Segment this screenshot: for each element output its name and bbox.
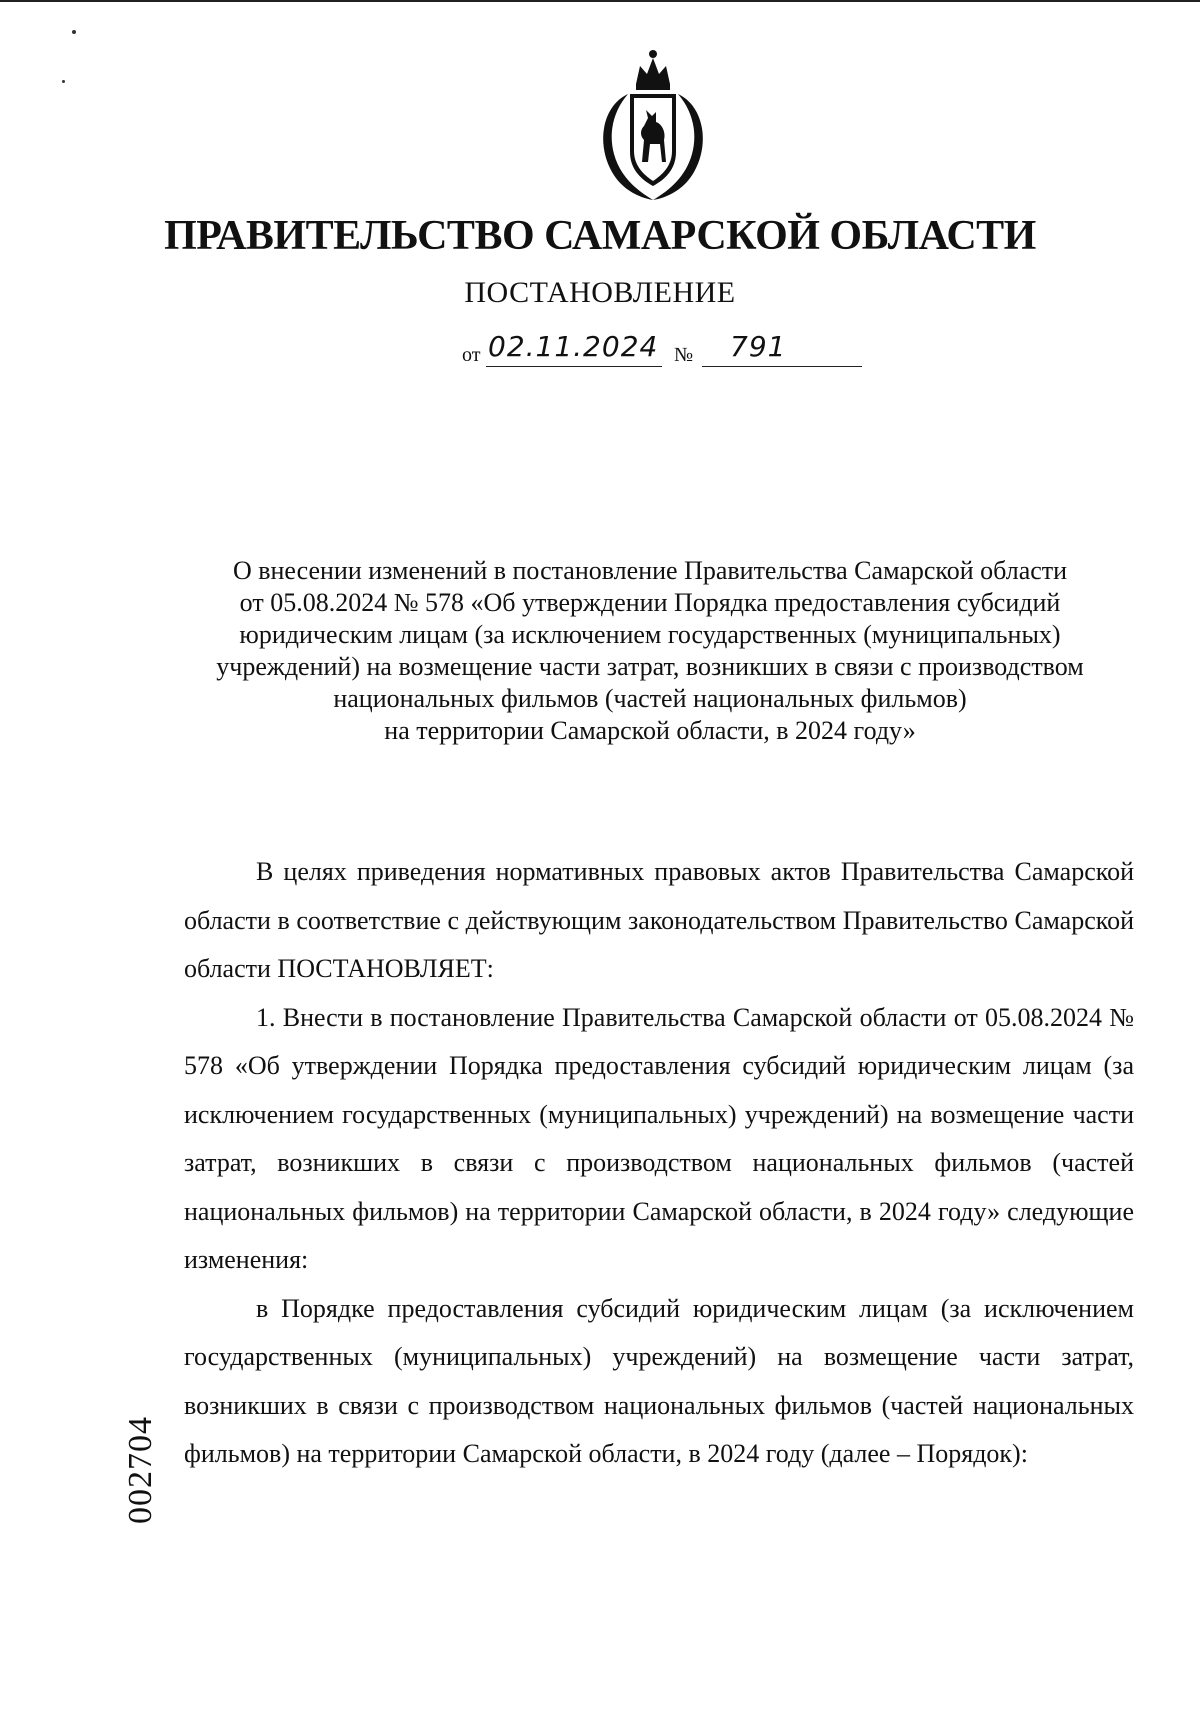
- number-underline: [702, 366, 862, 367]
- page-top-edge-rule: [0, 0, 1200, 2]
- document-type: ПОСТАНОВЛЕНИЕ: [464, 276, 736, 309]
- date-number-line: [462, 330, 862, 370]
- number-prefix: №: [674, 344, 694, 366]
- date-prefix: от: [462, 344, 481, 366]
- samara-coat-of-arms-icon: [590, 44, 716, 202]
- document-body: [184, 848, 1134, 1479]
- side-stamp-number: 002704: [122, 1416, 159, 1524]
- body-paragraph: в Порядке предоставления субсидий юридическим лицам (за исключением государственных (муниципальных) учреждений) на возмещение части затрат, возникших в связи с производством национальных фильмов (частей национальных фильмов) на территории Самарской области, в 2024 году (далее – Порядок):: [184, 1293, 1134, 1468]
- scan-speck: [62, 80, 65, 83]
- document-title: [150, 555, 1150, 747]
- title-line: от 05.08.2024 № 578 «Об утверждении Порядка предоставления субсидий: [239, 588, 1061, 617]
- body-paragraph: 1. Внести в постановление Правительства Самарской области от 05.08.2024 № 578 «Об утверждении Порядка предоставления субсидий юридическим лицам (за исключением государственных (муниципальных) учреждений) на возмещение части затрат, возникших в связи с производством национальных фильмов (частей национальных фильмов) на территории Самарской области, в 2024 году» следующие изменения:: [184, 1002, 1134, 1274]
- organization-name: ПРАВИТЕЛЬСТВО САМАРСКОЙ ОБЛАСТИ: [164, 213, 1036, 259]
- title-line: учреждений) на возмещение части затрат, возникших в связи с производством: [216, 652, 1084, 681]
- title-line: юридическим лицам (за исключением государственных (муниципальных): [239, 620, 1061, 649]
- title-line: О внесении изменений в постановление Правительства Самарской области: [232, 556, 1068, 585]
- scan-speck: [72, 30, 76, 34]
- title-line: национальных фильмов (частей национальных фильмов): [333, 684, 967, 713]
- body-paragraph: В целях приведения нормативных правовых актов Правительства Самарской области в соответствие с действующим законодательством Правительство Самарской области ПОСТАНОВЛЯЕТ:: [184, 857, 1134, 983]
- handwritten-number: 791: [730, 330, 787, 363]
- title-line: на территории Самарской области, в 2024 году»: [384, 716, 916, 745]
- handwritten-date: 02.11.2024: [488, 330, 659, 363]
- date-underline: [486, 366, 662, 367]
